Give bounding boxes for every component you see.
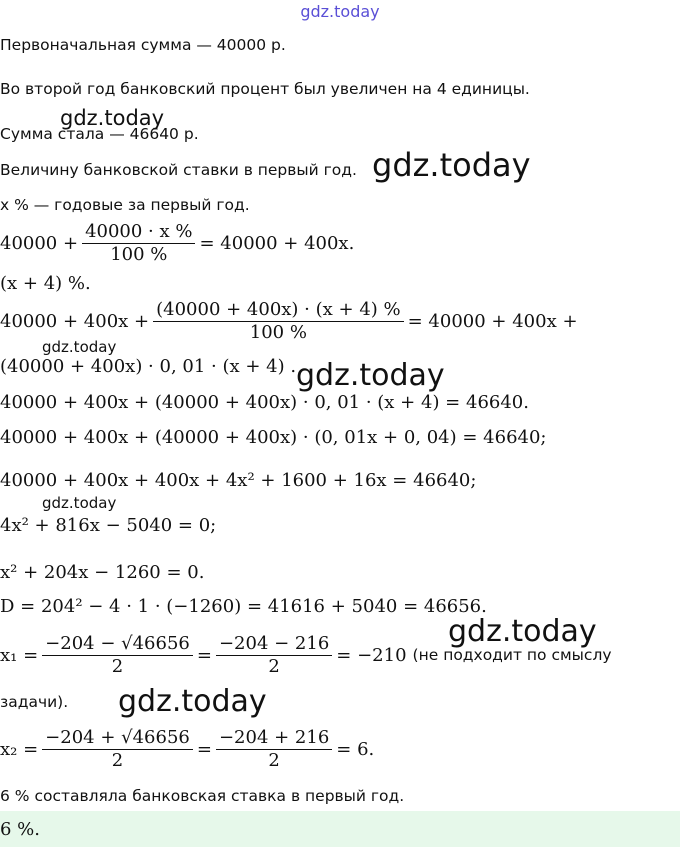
eq-right: = 6. [336,738,375,760]
watermark: gdz.today [60,106,165,130]
equation-continuation: (40000 + 400x) · 0, 01 · (x + 4) . [0,356,297,377]
eq-left: 40000 + [0,232,79,254]
eq-right: = −210 [336,644,407,666]
fraction-denominator: 2 [268,655,280,677]
fraction [82,222,195,265]
text-line-conclusion: 6 % составляла банковская ставка в первый год. [0,787,405,805]
watermark: gdz.today [448,614,597,649]
fraction-numerator: −204 − √46656 [42,634,193,656]
text-line-rate-increase: Во второй год банковский процент был увеличен на 4 единицы. [0,80,530,98]
watermark: gdz.today [42,338,117,356]
equation-second-rate: (x + 4) %. [0,273,91,294]
equation-root-two [0,728,374,771]
equation-opened: 40000 + 400x + 400x + 4x² + 1600 + 16x = 46640; [0,470,477,491]
text-line-task: Величину банковской ставки в первый год. [0,161,357,179]
watermark: gdz.today [118,684,267,719]
fraction-denominator: 100 % [110,243,168,265]
fraction-numerator: −204 + √46656 [42,728,193,750]
watermark: gdz.today [372,146,531,184]
answer-bar [0,811,680,847]
watermark: gdz.today [296,358,445,393]
fraction [216,634,332,677]
eq-note: (не подходит по смыслу [412,646,612,665]
fraction-denominator: 2 [268,749,280,771]
equation-reduced: x² + 204x − 1260 = 0. [0,562,205,583]
fraction-denominator: 100 % [249,321,307,343]
equation-full: 40000 + 400x + (40000 + 400x) · 0, 01 · (x + 4) = 46640. [0,392,529,413]
fraction-numerator: −204 + 216 [216,728,332,750]
equation-quadratic: 4x² + 816x − 5040 = 0; [0,515,217,536]
fraction-numerator: 40000 · x % [82,222,195,244]
eq-left: 40000 + 400x + [0,310,150,332]
eq-left: x₁ = [0,644,39,666]
eq-mid: = [196,738,212,760]
equation-second-year [0,300,578,343]
fraction-denominator: 2 [111,749,124,771]
fraction [42,728,193,771]
fraction-denominator: 2 [111,655,124,677]
text-line-note-end: задачи). [0,693,69,711]
answer-text: 6 %. [0,819,40,840]
fraction [42,634,193,677]
fraction [153,300,404,343]
text-line-variable: x % — годовые за первый год. [0,196,250,214]
site-header-link[interactable]: gdz.today [300,2,380,21]
text-line-final-sum: Сумма стала — 46640 р. [0,125,199,143]
fraction-numerator: (40000 + 400x) · (x + 4) % [153,300,404,322]
fraction-numerator: −204 − 216 [216,634,332,656]
watermark: gdz.today [42,494,117,512]
equation-discriminant: D = 204² − 4 · 1 · (−1260) = 41616 + 5040 = 46656. [0,596,487,617]
eq-right: = 40000 + 400x. [199,232,355,254]
eq-mid: = [196,644,212,666]
equation-first-year [0,222,354,265]
eq-left: x₂ = [0,738,39,760]
eq-right: = 40000 + 400x + [407,310,578,332]
equation-expanded: 40000 + 400x + (40000 + 400x) · (0, 01x + 0, 04) = 46640; [0,427,547,448]
text-line-initial-sum: Первоначальная сумма — 40000 р. [0,36,286,54]
fraction [216,728,332,771]
